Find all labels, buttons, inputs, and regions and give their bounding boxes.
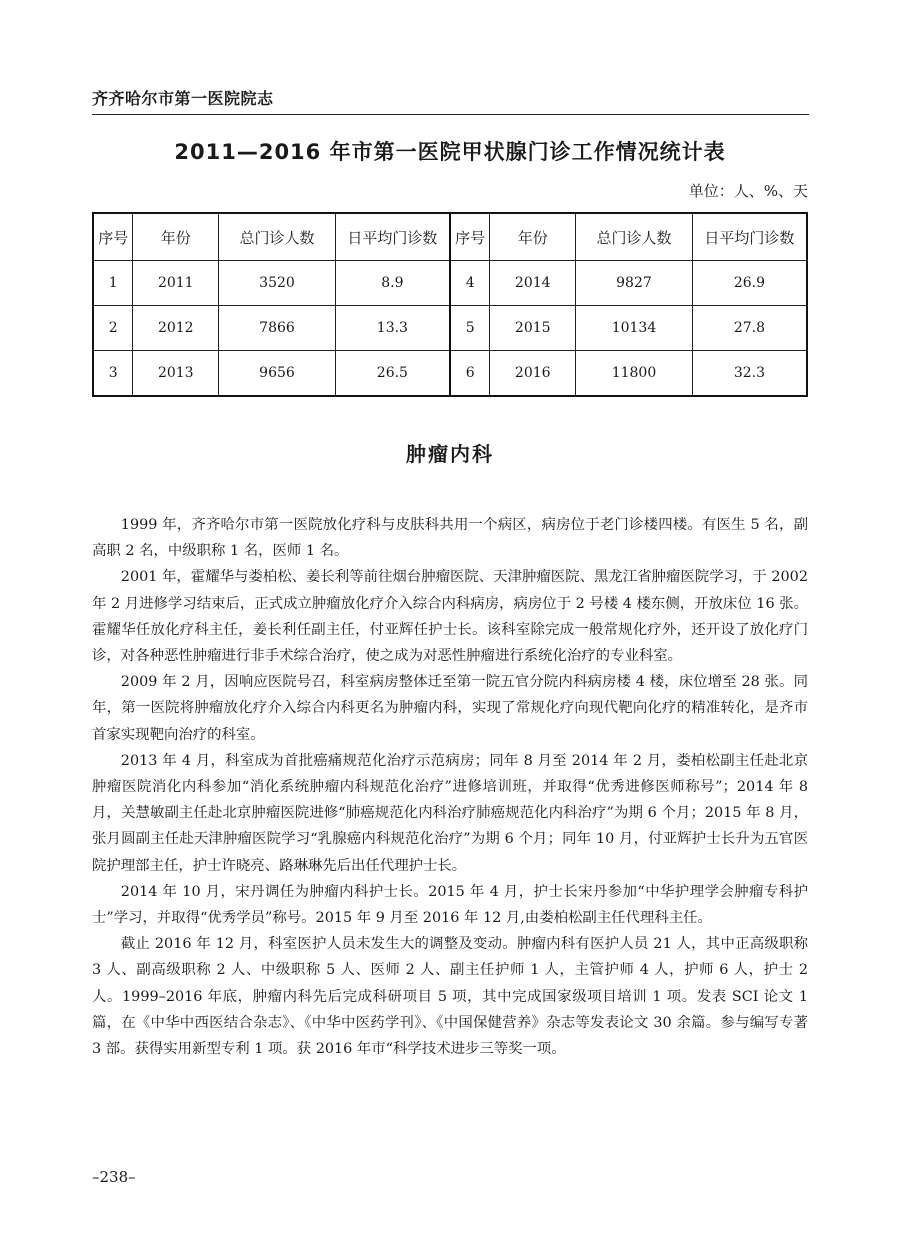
table-cell: 27.8 [692,306,807,351]
body-paragraph: 2013 年 4 月，科室成为首批癌痛规范化治疗示范病房；同年 8 月至 2014 年 2 月，娄柏松副主任赴北京肿瘤医院消化内科参加“消化系统肿瘤内科规范化治疗”进修培训班，并取得“优秀进修医师称号”；2014 年 8 月，关慧敏副主任赴北京肿瘤医院进修“肺癌规范化内科治疗肺癌规范化内科治疗”为期 6 个月；2015 年 8 月，张月圆副主任赴天津肿瘤医院学习“乳腺癌内科规范化治疗”为期 6 个月；同年 10 月，付亚辉护士长升为五官医院护理部主任，护士许晓亮、路琳琳先后出任代理护士长。 [92,752,808,874]
table-cell: 2 [93,306,133,351]
table-cell: 13.3 [335,306,450,351]
table-cell: 11800 [576,351,693,397]
header-rule [92,114,809,115]
table-cell: 2013 [133,351,219,397]
body-paragraph: 2014 年 10 月，宋丹调任为肿瘤内科护士长。2015 年 4 月，护士长宋丹参加“中华护理学会肿瘤专科护士”学习，并取得“优秀学员”称号。2015 年 9 月至 2016 年 12 月,由娄柏松副主任代理科主任。 [92,883,808,927]
table-title: 2011—2016 年市第一医院甲状腺门诊工作情况统计表 [174,140,726,164]
table-header-row [93,213,807,261]
table-cell: 10134 [576,306,693,351]
table-cell: 32.3 [692,351,807,397]
table-cell: 5 [450,306,490,351]
column-header: 总门诊人数 [219,213,336,261]
body-paragraph: 2001 年，霍耀华与娄柏松、姜长利等前往烟台肿瘤医院、天津肿瘤医院、黑龙江省肿瘤医院学习，于 2002 年 2 月进修学习结束后，正式成立肿瘤放化疗介入综合内科病房，病房位于 2 号楼 4 楼东侧，开放床位 16 张。霍耀华任放化疗科主任，姜长利任副主任，付亚辉任护士长。该科室除完成一般常规化疗外，还开设了放化疗门诊，对各种恶性肿瘤进行非手术综合治疗，使之成为对恶性肿瘤进行系统化治疗的专业科室。 [92,569,808,665]
table-cell: 9827 [576,261,693,306]
table-cell: 26.5 [335,351,450,397]
column-header: 总门诊人数 [576,213,693,261]
table-cell: 8.9 [335,261,450,306]
body-paragraph: 截止 2016 年 12 月，科室医护人员未发生大的调整及变动。肿瘤内科有医护人员 21 人，其中正高级职称 3 人、副高级职称 2 人、中级职称 5 人、医师 2 人、副主任护师 1 人，主管护师 4 人，护师 6 人，护士 2 人。1999–2016 年底，肿瘤内科先后完成科研项目 5 项，其中完成国家级项目培训 1 项。发表 SCI 论文 1 篇，在《中华中西医结合杂志》、《中华中医药学刊》、《中国保健营养》杂志等发表论文 30 余篇。参与编写专著 3 部。获得实用新型专利 1 项。获 2016 年市“科学技术进步三等奖一项。 [92,936,808,1058]
table-cell: 2015 [490,306,576,351]
statistics-table [92,212,808,397]
column-header: 序号 [93,213,133,261]
column-header: 序号 [450,213,490,261]
table-cell: 2016 [490,351,576,397]
table-row [93,306,807,351]
page-number: –238– [92,1168,136,1186]
section-title: 肿瘤内科 [406,442,494,466]
column-header: 日平均门诊数 [335,213,450,261]
column-header: 年份 [490,213,576,261]
body-paragraph: 2009 年 2 月，因响应医院号召，科室病房整体迁至第一院五官分院内科病房楼 4 楼，床位增至 28 张。同年，第一医院将肿瘤放化疗介入综合内科更名为肿瘤内科，实现了常规化疗向现代靶向化疗的精准转化，是齐市首家实现靶向治疗的科室。 [92,674,808,743]
table-cell: 3520 [219,261,336,306]
table-cell: 6 [450,351,490,397]
table-cell: 2011 [133,261,219,306]
table-cell: 3 [93,351,133,397]
table-row [93,351,807,397]
column-header: 日平均门诊数 [692,213,807,261]
column-header: 年份 [133,213,219,261]
table-cell: 9656 [219,351,336,397]
table-unit-note: 单位：人、%、天 [688,182,808,200]
body-paragraph: 1999 年，齐齐哈尔市第一医院放化疗科与皮肤科共用一个病区，病房位于老门诊楼四楼。有医生 5 名，副高职 2 名，中级职称 1 名，医师 1 名。 [92,517,808,560]
table-cell: 1 [93,261,133,306]
table-cell: 2012 [133,306,219,351]
table-cell: 2014 [490,261,576,306]
table-cell: 4 [450,261,490,306]
table-row [93,261,807,306]
section-body [92,512,808,1062]
running-head: 齐齐哈尔市第一医院院志 [92,89,274,108]
table-cell: 7866 [219,306,336,351]
table-cell: 26.9 [692,261,807,306]
